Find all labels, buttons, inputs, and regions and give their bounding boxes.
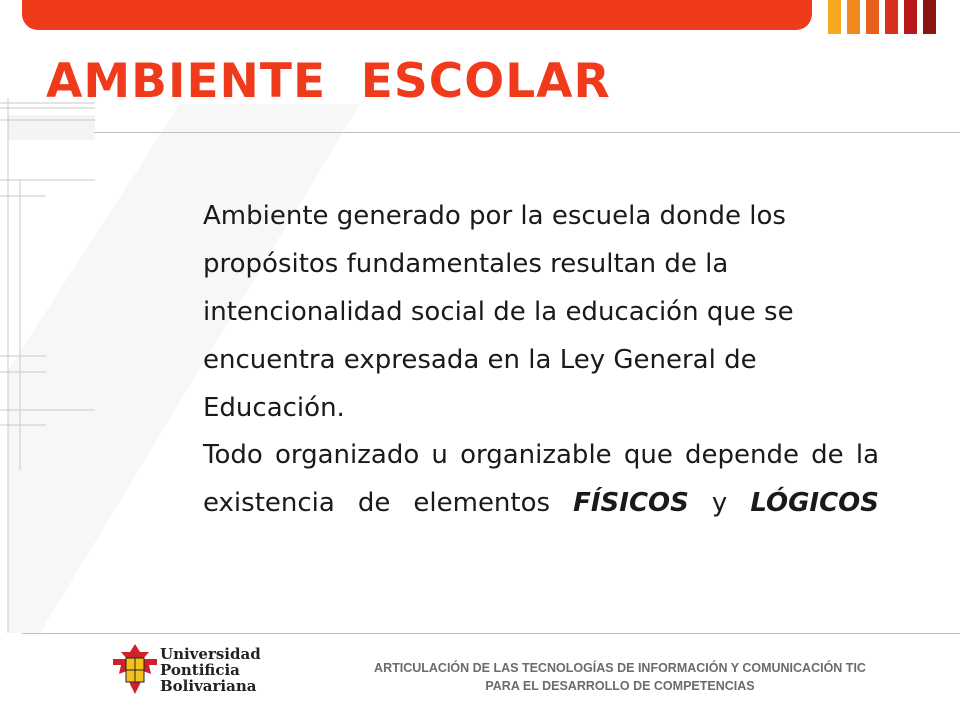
logo-line-3: Bolivariana bbox=[160, 677, 257, 695]
footer-line-2: PARA EL DESARROLLO DE COMPETENCIAS bbox=[485, 679, 755, 693]
stripe-4 bbox=[885, 0, 898, 34]
stripe-3 bbox=[866, 0, 879, 34]
color-stripes bbox=[828, 0, 936, 34]
definition-paragraph: Ambiente generado por la escuela donde los propósitos fundamentales resultan de la intencionalidad social de la educación que se encuentra expresada en la Ley General de Educación. bbox=[203, 201, 794, 423]
footer-divider bbox=[22, 633, 960, 634]
elements-paragraph-text: Todo organizado u organizable que depende de la existencia de elementos bbox=[203, 440, 879, 518]
elements-paragraph bbox=[203, 431, 879, 527]
footer-caption bbox=[300, 659, 940, 695]
stripe-5 bbox=[904, 0, 917, 34]
stripe-1 bbox=[828, 0, 841, 34]
university-crest-icon bbox=[113, 644, 157, 694]
term-logicos: LÓGICOS bbox=[750, 488, 880, 518]
stripe-6 bbox=[923, 0, 936, 34]
stripe-2 bbox=[847, 0, 860, 34]
title-divider bbox=[94, 132, 960, 133]
logo-line-1: Universidad bbox=[160, 645, 261, 663]
conjunction: y bbox=[711, 488, 728, 518]
footer-line-1: ARTICULACIÓN DE LAS TECNOLOGÍAS DE INFORMACIÓN Y COMUNICACIÓN TIC bbox=[374, 661, 866, 675]
term-fisicos: FÍSICOS bbox=[573, 488, 689, 518]
slide-title: AMBIENTE ESCOLAR bbox=[46, 54, 611, 109]
logo-line-2: Pontificia bbox=[160, 661, 240, 679]
university-name bbox=[160, 646, 261, 694]
